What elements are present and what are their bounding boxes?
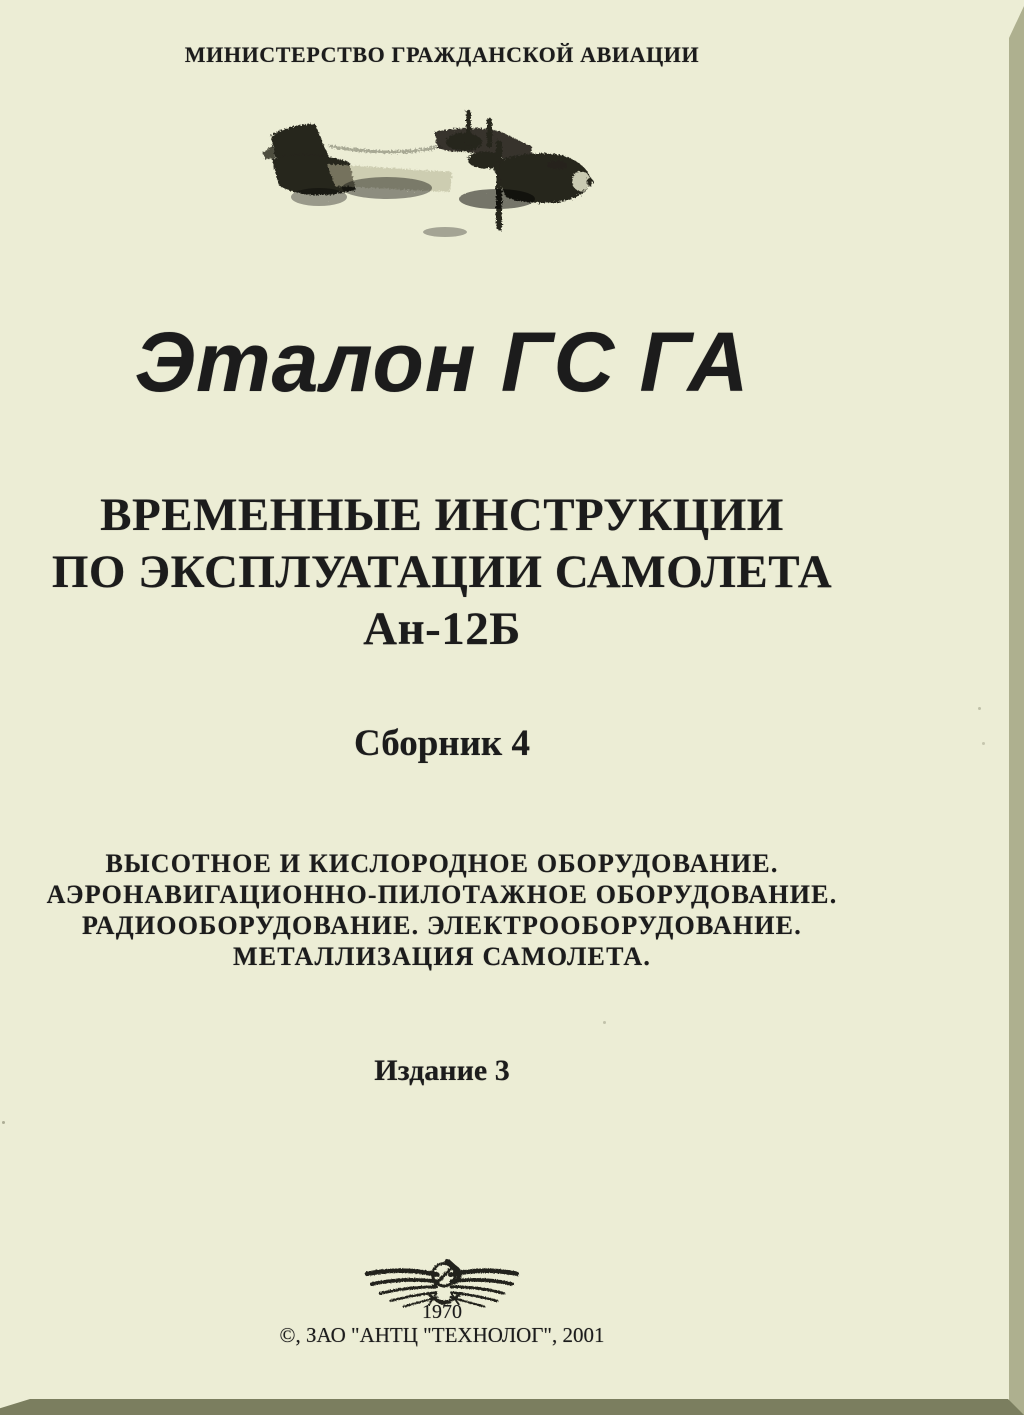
contents-line3: РАДИООБОРУДОВАНИЕ. ЭЛЕКТРООБОРУДОВАНИЕ. (82, 911, 802, 940)
aircraft-photo (0, 102, 884, 252)
volume-title: Сборник 4 (354, 723, 530, 764)
contents-list (0, 848, 884, 972)
scan-edge-bottom (0, 1399, 1024, 1415)
main-title (0, 487, 884, 658)
main-title-line1: ВРЕМЕННЫЕ ИНСТРУКЦИИ (100, 489, 784, 541)
brand-title: Эталон ГС ГА (134, 315, 750, 409)
main-title-line2: ПО ЭКСПЛУАТАЦИИ САМОЛЕТА (51, 546, 833, 598)
scan-edge-right (1009, 0, 1024, 1415)
year-label: 1970 (422, 1301, 462, 1323)
edition-label: Издание 3 (374, 1054, 510, 1087)
scan-speck (2, 1121, 5, 1124)
ministry-header: МИНИСТЕРСТВО ГРАЖДАНСКОЙ АВИАЦИИ (184, 42, 700, 67)
copyright-line: ©, ЗАО "АНТЦ "ТЕХНОЛОГ", 2001 (279, 1323, 605, 1347)
contents-line4: МЕТАЛЛИЗАЦИЯ САМОЛЕТА. (232, 942, 652, 971)
contents-line1: ВЫСОТНОЕ И КИСЛОРОДНОЕ ОБОРУДОВАНИЕ. (105, 849, 779, 878)
an-12-aircraft-icon (257, 102, 627, 252)
main-title-line3: Ан-12Б (363, 603, 521, 655)
contents-line2: АЭРОНАВИГАЦИОННО-ПИЛОТАЖНОЕ ОБОРУДОВАНИЕ. (46, 880, 838, 909)
